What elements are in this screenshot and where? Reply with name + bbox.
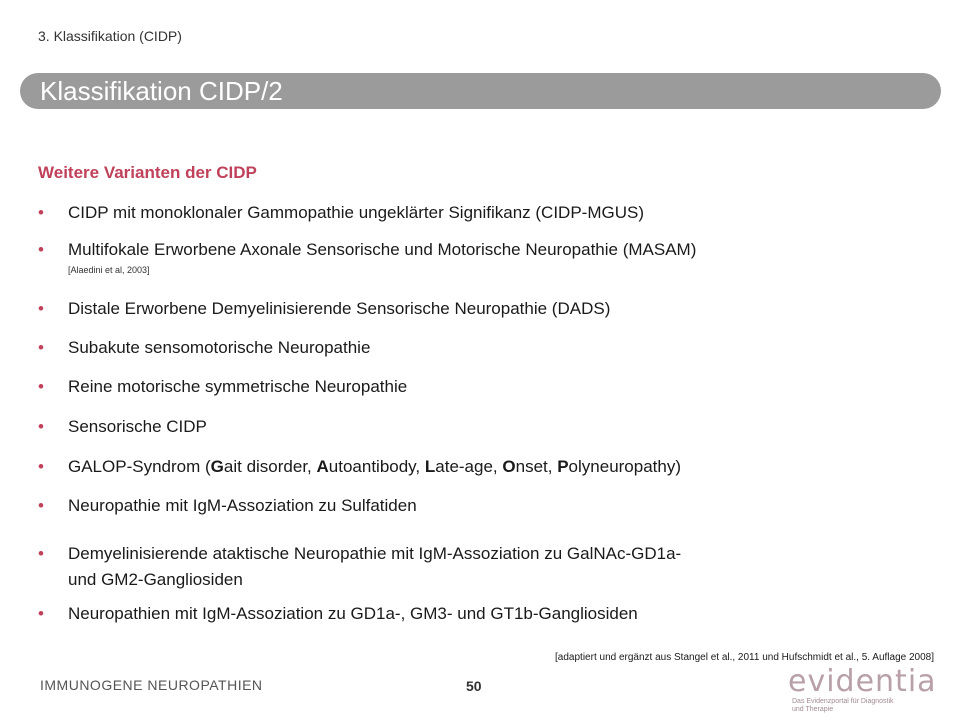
breadcrumb: 3. Klassifikation (CIDP) bbox=[38, 28, 182, 44]
galop-word: utoantibody, bbox=[328, 457, 425, 476]
bullet-icon: • bbox=[38, 544, 44, 563]
galop-letter: G bbox=[210, 457, 224, 476]
list-item-text: Distale Erworbene Demyelinisierende Sensorische Neuropathie (DADS) bbox=[68, 299, 611, 318]
logo-brand: evidentia bbox=[788, 664, 937, 699]
bullet-icon: • bbox=[38, 338, 44, 357]
list-item-text: Multifokale Erworbene Axonale Sensorische und Motorische Neuropathie (MASAM) bbox=[68, 240, 697, 259]
list-item-text: CIDP mit monoklonaler Gammopathie ungeklärter Signifikanz (CIDP-MGUS) bbox=[68, 203, 644, 222]
list-item-text-block bbox=[68, 239, 888, 277]
galop-letter: A bbox=[316, 457, 329, 476]
list-item-text: Neuropathien mit IgM-Assoziation zu GD1a-, GM3- und GT1b-Gangliosiden bbox=[68, 604, 638, 623]
galop-word: ate-age, bbox=[435, 457, 503, 476]
galop-word: ait disorder, bbox=[223, 457, 317, 476]
galop-letter: L bbox=[424, 457, 436, 476]
galop-prefix: GALOP-Syndrom ( bbox=[68, 457, 211, 476]
footer-section-label: IMMUNOGENE NEUROPATHIEN bbox=[40, 677, 263, 693]
list-item-text: Sensorische CIDP bbox=[68, 417, 207, 436]
bullet-icon: • bbox=[38, 496, 44, 515]
section-subheading: Weitere Varianten der CIDP bbox=[38, 163, 257, 182]
source-citation: [adaptiert und ergänzt aus Stangel et al., 2011 und Hufschmidt et al., 5. Auflage 2008] bbox=[555, 652, 934, 663]
bullet-icon: • bbox=[38, 377, 44, 396]
list-item-text: Subakute sensomotorische Neuropathie bbox=[68, 338, 371, 357]
list-item-text: Reine motorische symmetrische Neuropathie bbox=[68, 377, 408, 396]
list-item-text-block bbox=[68, 543, 888, 591]
page-title: Klassifikation CIDP/2 bbox=[40, 76, 283, 106]
bullet-icon: • bbox=[38, 417, 44, 436]
bullet-icon: • bbox=[38, 203, 44, 222]
galop-letter: P bbox=[557, 457, 569, 476]
galop-word: olyneuropathy) bbox=[568, 457, 682, 476]
list-item-text: Neuropathie mit IgM-Assoziation zu Sulfatiden bbox=[68, 496, 417, 515]
page-number: 50 bbox=[466, 678, 482, 694]
bullet-icon: • bbox=[38, 240, 44, 259]
bullet-icon: • bbox=[38, 457, 44, 476]
citation: [Alaedini et al, 2003] bbox=[68, 265, 150, 275]
galop-word: nset, bbox=[515, 457, 558, 476]
title-bar bbox=[20, 73, 941, 109]
galop-letter: O bbox=[502, 457, 516, 476]
galop-text bbox=[68, 456, 888, 478]
bullet-icon: • bbox=[38, 604, 44, 623]
logo-tagline-line2: und Therapie bbox=[792, 706, 834, 713]
evidentia-logo bbox=[788, 666, 938, 716]
bullet-icon: • bbox=[38, 299, 44, 318]
logo-tagline: Das Evidenzportal für Diagnostik bbox=[792, 698, 894, 705]
list-item-text: Demyelinisierende ataktische Neuropathie mit IgM-Assoziation zu GalNAc-GD1a- bbox=[68, 544, 682, 563]
list-item-text-line2: und GM2-Gangliosiden bbox=[68, 570, 243, 589]
